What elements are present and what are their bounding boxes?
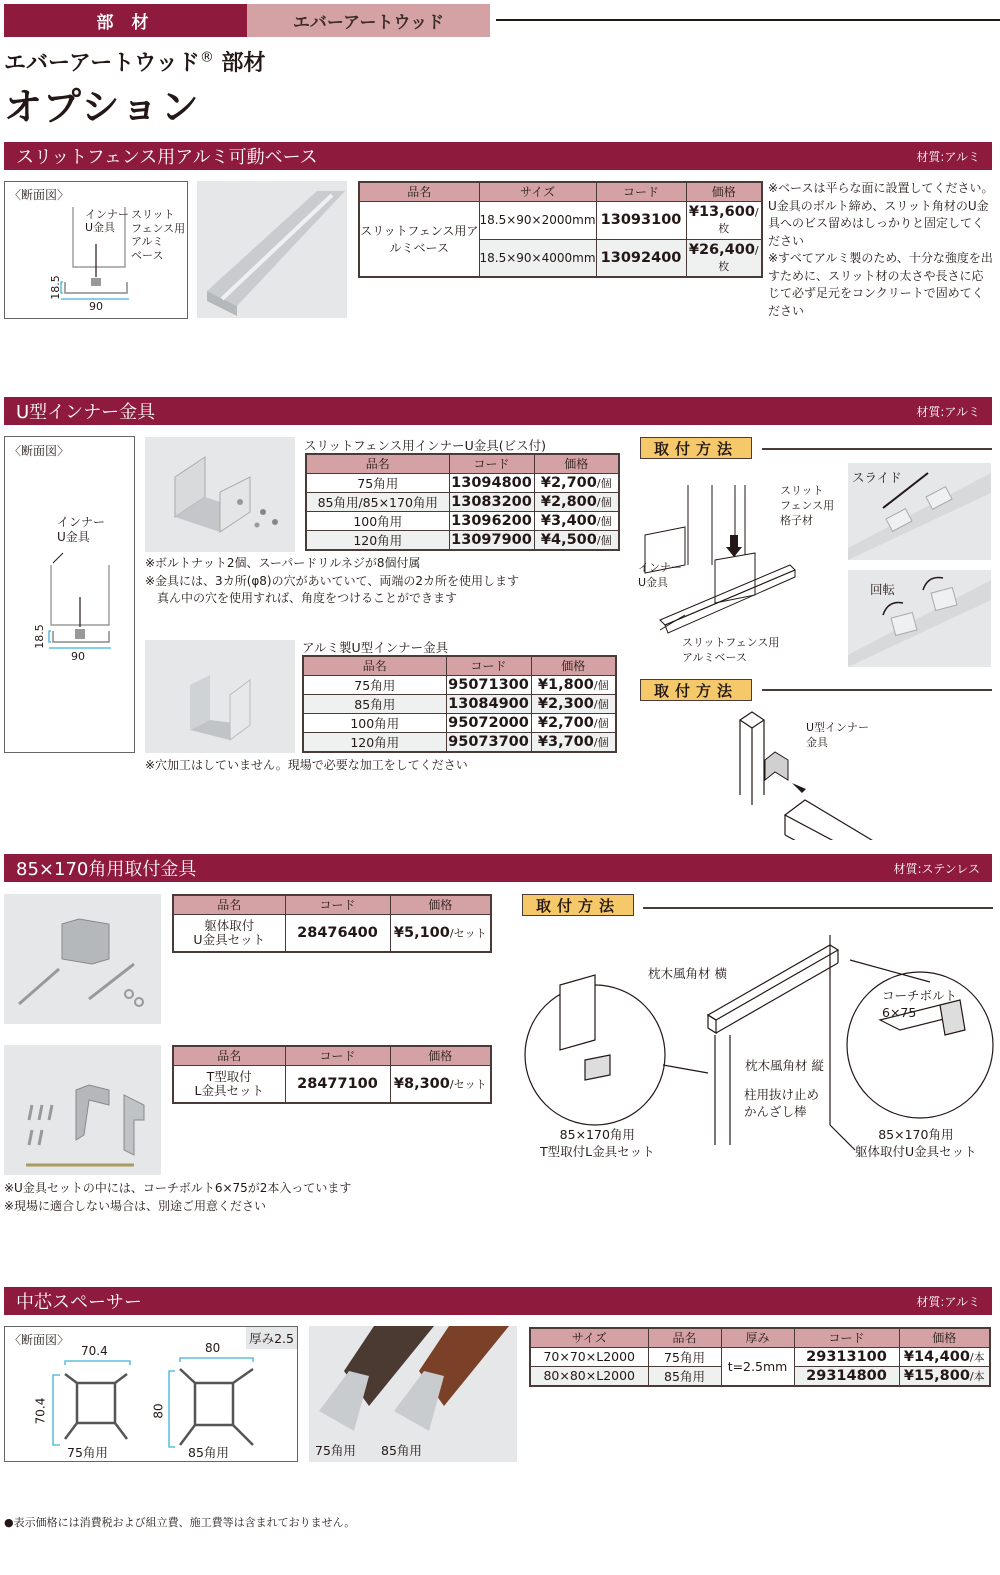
tab-category: 部 材: [4, 4, 247, 37]
material-label: 材質:ステンレス: [893, 861, 980, 876]
howto-badge: 取付方法: [640, 437, 752, 459]
aluminum-u-bracket-note: ※穴加工はしていません。現場で必要な加工をしてください: [145, 758, 468, 772]
product-photo-aluminum-u-bracket: [145, 640, 295, 753]
material-label: 材質:アルミ: [916, 404, 980, 419]
page-title: オプション: [4, 85, 201, 129]
inner-u-bracket-price-table: 品名 コード 価格 75角用 13094800 ¥2,700/個 85角用/85×170角用 13083200 ¥2,800/個 100角用 13096200 ¥3,400/個 120角用 13097900 ¥4,500/個: [305, 453, 620, 551]
photo-slide: スライド: [848, 463, 991, 560]
table-caption: スリットフェンス用インナーU金具(ビス付): [304, 438, 547, 453]
product-photo-u-bracket-set: [4, 894, 161, 1024]
product-photo-spacer: 75角用 85角用: [309, 1326, 517, 1462]
footer-tax-note: ●表示価格には消費税および組立費、施工費等は含まれておりません。: [4, 1516, 356, 1529]
u-bracket-set-price-table: 品名 コード 価格 躯体取付 U金具セット 28476400 ¥5,100/セット: [172, 894, 492, 953]
slit-base-notes: ※ベースは平らな面に設置してください。U金具のボルト締め、スリット角材のU金具へのビス留めはしっかりと固定してください ※すべてアルミ製のため、十分な強度を出すために、スリット材の太さや長さに応じて必ず足元をコンクリートで固めてください: [768, 181, 994, 318]
slit-base-price-table: 品名 サイズ コード 価格 スリットフェンス用アルミベース 18.5×90×2000mm 13093100 ¥13,600/枚 18.5×90×4000mm 13092400 ¥26,400/枚: [358, 181, 763, 278]
material-label: 材質:アルミ: [916, 1294, 980, 1309]
section-title: U型インナー金具: [16, 402, 156, 423]
aluminum-u-bracket-price-table: 品名 コード 価格 75角用 95071300 ¥1,800/個 85角用 13084900 ¥2,300/個 100角用 95072000 ¥2,700/個 120角用 95073700 ¥3,700/個: [302, 655, 617, 753]
section-header-spacer: [4, 1287, 992, 1315]
section-header-u-inner: [4, 397, 992, 425]
cross-section-diagram: 〈断面図〉 インナー U金具 スリット フェンス用 アルミ ベース 18.5 90: [4, 181, 188, 319]
product-photo-aluminum-base: [197, 181, 347, 318]
material-label: 材質:アルミ: [916, 149, 980, 164]
howto-badge: 取付方法: [522, 894, 634, 916]
85x170-install-diagram-icon: [520, 925, 1000, 1155]
table-caption: アルミ製U型インナー金具: [302, 640, 449, 655]
spacer-price-table: サイズ 品名 厚み コード 価格 70×70×L2000 75角用 t=2.5mm 29313100 ¥14,400/本 80×80×L2000 85角用 29314800 ¥15,800/本: [529, 1327, 991, 1387]
category-tabs: [4, 4, 490, 37]
product-photo-l-bracket-set: [4, 1045, 161, 1175]
howto-badge: 取付方法: [640, 679, 752, 701]
u-bracket-cross-section-icon: [5, 437, 136, 754]
cross-section-diagram: 〈断面図〉 インナー U金具 18.5 90: [4, 436, 135, 753]
section-title: スリットフェンス用アルミ可動ベース: [16, 147, 318, 168]
bracket-notes: ※U金具セットの中には、コーチボルト6×75が2本入っています ※現場に適合しない場合は、別途ご用意ください: [4, 1181, 352, 1213]
product-photo-inner-u-bracket: [145, 437, 295, 552]
inner-u-bracket-notes: ※ボルトナット2個、スーパードリルネジが8個付属 ※金具には、3カ所(φ8)の穴があいていて、両端の2カ所を使用します 真ん中の穴を使用すれば、角度をつけることができます: [145, 556, 520, 605]
section-title: 中芯スペーサー: [16, 1292, 142, 1313]
tab-product: エバーアートウッド: [247, 4, 490, 37]
spacer-profile-icon: [5, 1327, 299, 1463]
section-title: 85×170角用取付金具: [16, 859, 197, 880]
page-subtitle: エバーアートウッド® 部材: [4, 49, 266, 76]
section-header-slit-base: [4, 142, 992, 170]
spacer-cross-section-diagram: 〈断面図〉 厚み2.5 70.4 70.4 80 80 75角用 85角用: [4, 1326, 298, 1462]
header-rule: [496, 19, 1000, 21]
photo-rotate: 回転: [848, 570, 991, 667]
section-header-85x170: [4, 854, 992, 882]
l-bracket-set-price-table: 品名 コード 価格 T型取付 L金具セット 28477100 ¥8,300/セット: [172, 1045, 492, 1104]
